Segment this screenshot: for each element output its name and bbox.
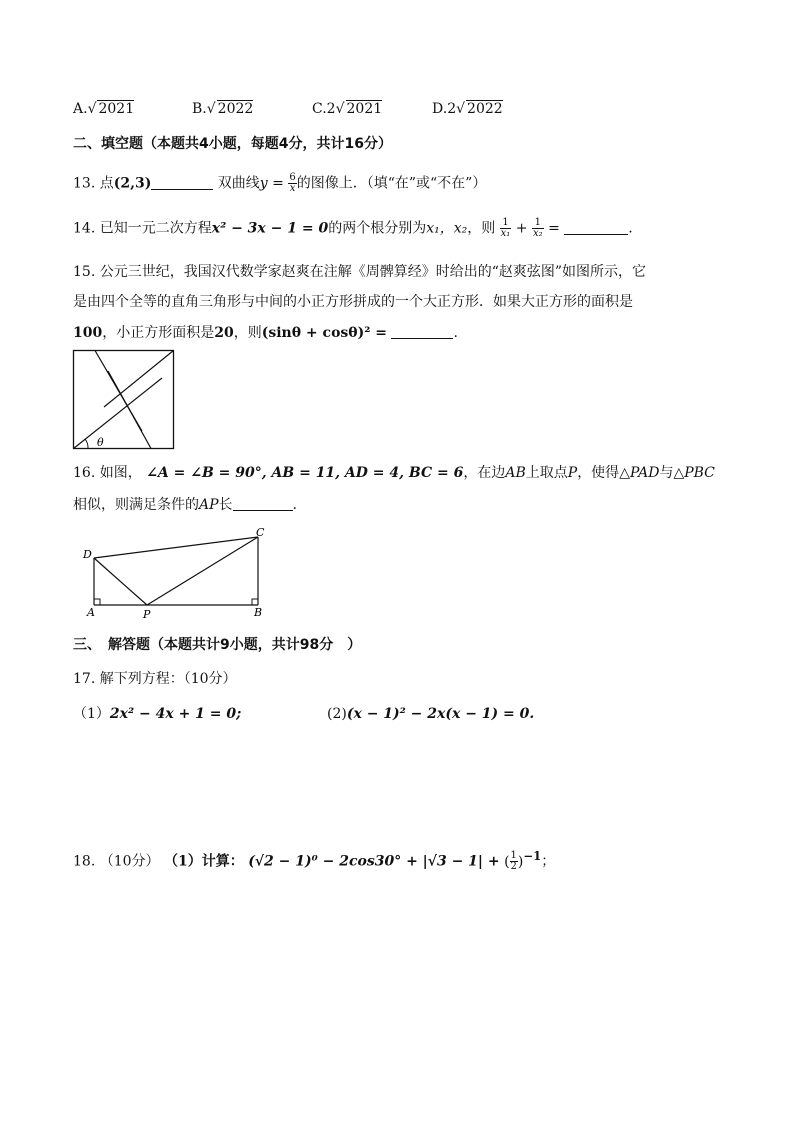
q13-mid: 双曲线 [217,175,260,192]
question-15-line2: 是由四个全等的直角三角形与中间的小正方形拼成的一个大正方形．如果大正方形的面积是 [73,294,633,310]
q16-mid2: 上取点 [525,465,568,481]
question-15-line1 [73,262,646,282]
q16-point: P [567,465,578,481]
q14-plus: + [515,220,528,237]
q18-exponent: −1 [523,849,542,863]
q14-end: . [628,220,633,237]
q14-f1-num: 1 [500,218,512,229]
q14-mid: 的两个根分别为 [328,220,427,237]
q18-end: ； [541,853,556,870]
q15-number: 15. [73,264,96,280]
choice-d [432,100,503,117]
label-a: A [87,606,95,619]
sqrt-sign: √ [456,101,466,117]
choice-d-label: D. [432,101,448,117]
segment-dp [94,558,147,605]
q16-end: . [292,497,297,513]
choice-c-radicand: 2021 [346,101,383,117]
question-17-title [73,669,237,689]
question-15-line3 [73,323,458,343]
q14-f1-den: x₁ [500,228,511,239]
choice-b-radicand: 2022 [217,101,254,117]
q17-p1: 2x² − 4x + 1 = 0; [109,706,242,722]
right-angle-b [252,599,258,605]
q16-with: 与 [659,465,674,481]
diagram-line-4 [108,371,151,449]
segment-dc [94,537,258,558]
q15-blank[interactable] [391,324,453,339]
q16-tri1: △PAD [619,465,660,481]
q15-expression: (sinθ + cosθ)² = [261,325,387,341]
trapezoid-diagram [80,527,276,619]
q17-p2: (x − 1)² − 2x(x − 1) = 0. [346,706,535,722]
q14-eq: = [548,220,560,237]
sqrt-sign: √ [335,101,345,117]
q17-p1-label: （1） [73,706,110,722]
q13-frac-den: x [289,183,296,194]
choice-d-coef: 2 [447,101,457,117]
question-16-line2 [73,495,297,515]
q15-line1: 公元三世纪，我国汉代数学家赵爽在注解《周髀算经》时给出的“赵爽弦图”如图所示，它 [99,264,647,280]
q14-number: 14. [73,220,96,237]
segment-pc [147,537,258,605]
q13-frac-num: 6 [289,172,296,183]
q13-yeq: y = [259,175,284,192]
q16-mid3: ，使得 [577,465,620,481]
q18-number: 18. [73,853,96,870]
q18-score: （10分） [99,853,160,870]
q13-point: (2,3) [113,175,152,192]
label-c: C [256,527,265,539]
q16-side: AB [505,465,526,481]
choice-b [192,100,253,117]
q14-frac-1 [500,218,512,239]
q14-blank[interactable] [564,220,628,235]
question-18 [73,846,555,872]
q18-p1-label: （1）计算： [164,853,244,870]
q17-title: 解下列方程：（10分） [99,671,237,687]
q15-big-area: 100 [73,325,103,341]
q16-mid: ，在边 [463,465,506,481]
q13-post: 的图像上．（填“在”或“不在”） [296,175,487,192]
q16-number: 16. [73,465,96,481]
q15-line3-b: ，小正方形面积是 [102,325,215,341]
q16-line2-c: 长 [218,497,233,513]
q13-fraction [288,173,296,194]
choice-a-radicand: 2021 [98,101,135,117]
q14-pre: 已知一元二次方程 [99,220,212,237]
zhao-shuang-diagram [72,349,176,451]
q14-f2-num: 1 [532,218,544,229]
q18-half-num: 1 [510,850,517,862]
choice-c-label: C. [312,101,327,117]
right-angle-a [94,599,100,605]
q15-small-area: 20 [214,325,234,341]
section3-title: 三、 解答题（本题共计9小题，共计98分 ） [73,637,362,653]
sqrt-sign: √ [87,101,97,117]
choice-a-label: A. [73,101,88,117]
q13-blank[interactable] [151,175,213,190]
q15-end: . [453,325,458,341]
choice-a [73,100,134,117]
q16-line2-a: 相似，则满足条件的 [73,497,199,513]
theta-arc [85,439,88,449]
label-p: P [143,608,151,619]
q17-p2-label: (2) [327,706,347,722]
q18-expression: (√2 − 1)⁰ − 2cos30° + |√3 − 1| + [248,853,500,870]
q13-number: 13. [73,175,96,192]
q14-then: ，则 [467,220,496,237]
q18-half-den: 2 [510,861,517,873]
q13-pre: 点 [99,175,114,192]
choice-d-radicand: 2022 [467,101,503,117]
label-b: B [254,606,263,619]
q16-given: ∠A = ∠B = 90°, AB = 11, AD = 4, BC = 6 [146,465,464,481]
q14-roots: x₁，x₂ [426,220,468,237]
section2-title: 二、填空题（本题共4小题，每题4分，共计16分） [73,136,392,152]
q16-blank[interactable] [233,496,293,511]
diagram-line-3 [104,351,174,408]
q16-ap: AP [199,497,219,513]
choice-b-label: B. [192,101,207,117]
label-d: D [83,548,92,561]
choice-c [312,100,382,117]
q16-tri2: △PBC [673,465,715,481]
q18-half [510,851,518,872]
question-16-line1 [73,463,715,483]
q14-f2-den: x₂ [532,228,543,239]
sqrt-sign: √ [206,101,216,117]
q14-frac-2 [532,218,544,239]
q16-pre: 如图， [99,465,142,481]
q14-equation: x² − 3x − 1 = 0 [211,220,329,237]
question-13 [73,173,486,194]
theta-label: θ [97,436,104,449]
q18-paren-half: ( $\frac{1}{2}$ ) [504,850,524,873]
question-17-part1 [73,704,241,724]
q15-line3-d: ，则 [233,325,262,341]
question-17-part2 [327,704,534,724]
q17-number: 17. [73,671,96,687]
question-14 [73,218,633,239]
choice-c-coef: 2 [326,101,336,117]
